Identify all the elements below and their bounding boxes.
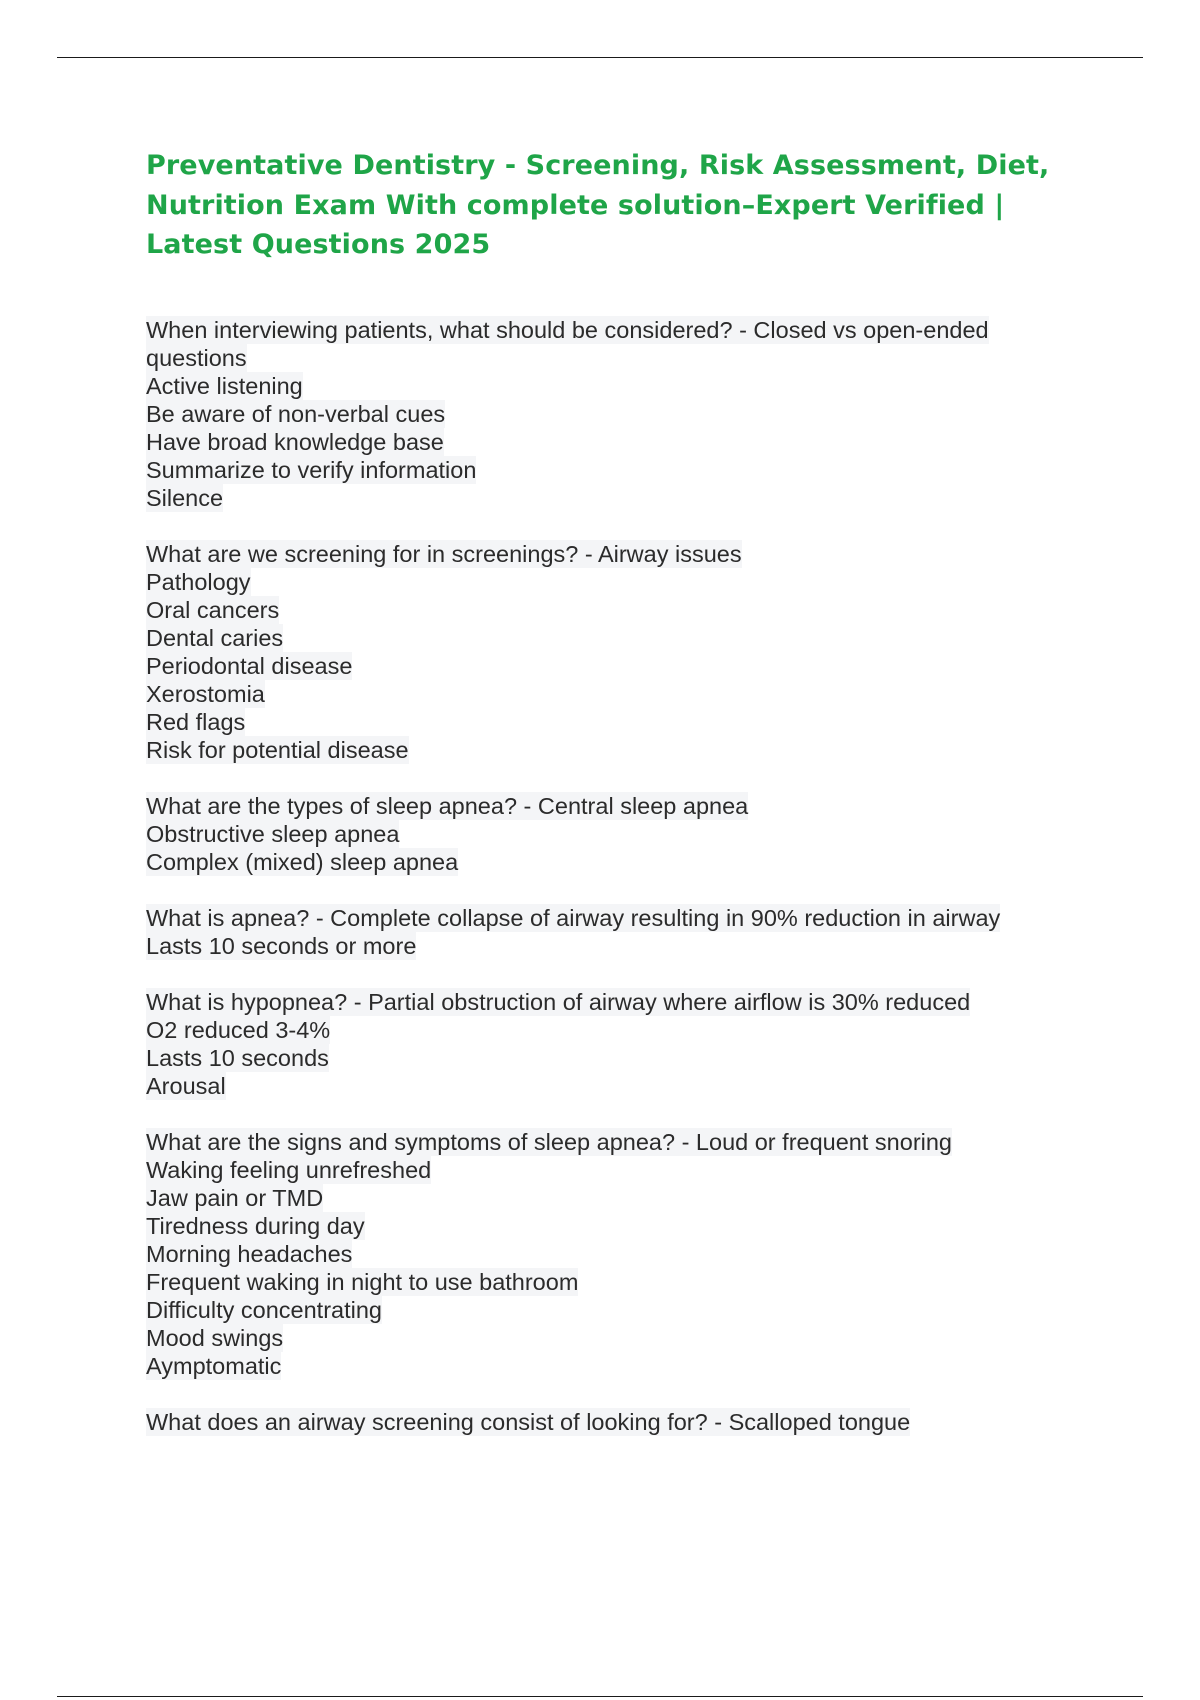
answer-line: Lasts 10 seconds [146,1045,329,1071]
answer-line: Complex (mixed) sleep apnea [146,849,459,875]
question-line: What is apnea? - Complete collapse of airway resulting in 90% reduction in airway [146,905,1001,931]
answer-line: Frequent waking in night to use bathroom [146,1269,579,1295]
question-line: What is hypopnea? - Partial obstruction of airway where airflow is 30% reduced [146,989,971,1015]
answer-line: Active listening [146,373,303,399]
answer-line: Aymptomatic [146,1353,282,1379]
answer-line: Have broad knowledge base [146,429,444,455]
answer-line: Red flags [146,709,246,735]
answer-line: Arousal [146,1073,226,1099]
answer-line: Morning headaches [146,1241,353,1267]
question-line: When interviewing patients, what should be considered? - Closed vs open-ended [146,317,989,343]
question-line: What does an airway screening consist of looking for? - Scalloped tongue [146,1409,911,1435]
answer-line: Be aware of non-verbal cues [146,401,446,427]
answer-line: Periodontal disease [146,653,353,679]
answer-line: Difficulty concentrating [146,1297,382,1323]
question-line: What are the types of sleep apnea? - Central sleep apnea [146,793,749,819]
document-body [146,316,1046,1464]
qa-entry [146,540,1046,764]
answer-line: Dental caries [146,625,284,651]
qa-entry [146,1128,1046,1380]
qa-entry [146,988,1046,1100]
qa-entry [146,792,1046,876]
qa-entry [146,316,1046,512]
answer-line: Xerostomia [146,681,265,707]
qa-entry [146,904,1046,960]
question-line: What are we screening for in screenings? - Airway issues [146,541,742,567]
answer-line: Lasts 10 seconds or more [146,933,417,959]
answer-line: Risk for potential disease [146,737,409,763]
answer-line: Mood swings [146,1325,284,1351]
answer-line: Silence [146,485,224,511]
answer-line: Summarize to verify information [146,457,477,483]
answer-line: Waking feeling unrefreshed [146,1157,432,1183]
answer-line: Tiredness during day [146,1213,365,1239]
top-rule [57,57,1143,58]
answer-line: Oral cancers [146,597,280,623]
document-title: Preventative Dentistry - Screening, Risk Assessment, Diet, Nutrition Exam With complete solution–Expert Verified | Latest Questions 2025 [146,150,1050,260]
bottom-rule [57,1696,1143,1697]
qa-entry [146,1408,1046,1436]
question-line: What are the signs and symptoms of sleep apnea? - Loud or frequent snoring [146,1129,952,1155]
answer-line: questions [146,345,247,371]
answer-line: Obstructive sleep apnea [146,821,400,847]
answer-line: O2 reduced 3-4% [146,1017,331,1043]
answer-line: Jaw pain or TMD [146,1185,324,1211]
answer-line: Pathology [146,569,251,595]
